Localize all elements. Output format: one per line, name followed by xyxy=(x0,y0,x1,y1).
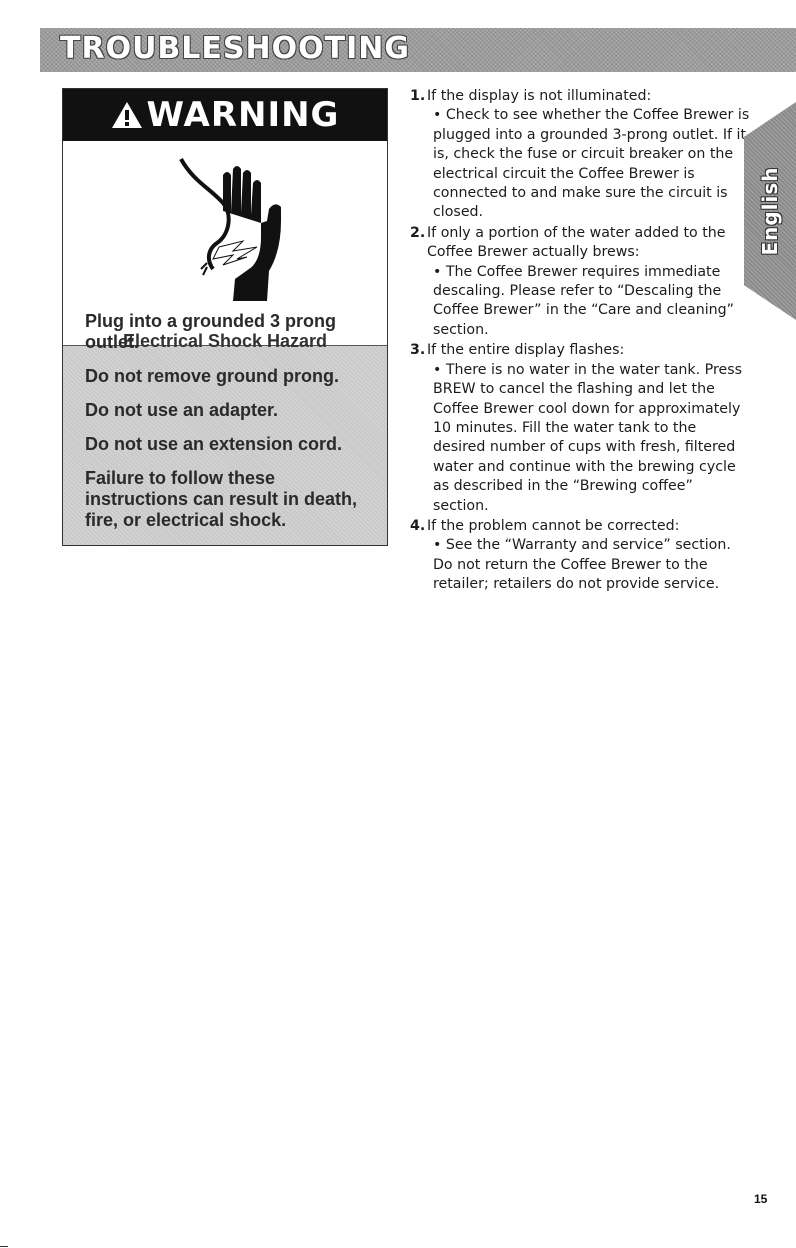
hazard-heading: Electrical Shock Hazard xyxy=(122,331,328,351)
language-tab-label: English xyxy=(758,166,782,256)
step-number: 3. xyxy=(410,342,426,359)
warning-line: Plug into a grounded 3 prong outlet. xyxy=(85,311,336,352)
troubleshooting-step xyxy=(410,517,750,595)
warning-line: Failure to follow these instructions can result in death, fire, or electrical shock. xyxy=(85,468,358,530)
warning-line: Do not use an adapter. xyxy=(85,400,279,420)
step-heading: If only a portion of the water added to the Coffee Brewer actually brews: xyxy=(427,224,726,261)
warning-header xyxy=(63,89,387,141)
troubleshooting-steps xyxy=(410,87,750,596)
step-body: • See the “Warranty and service” section. Do not return the Coffee Brewer to the retailer; retailers do not provide service. xyxy=(433,537,731,593)
step-heading: If the problem cannot be corrected: xyxy=(427,517,680,534)
step-number: 2. xyxy=(410,224,426,241)
step-body: • Check to see whether the Coffee Brewer is plugged into a grounded 3-prong outlet. If it is, check the fuse or circuit breaker on the electrical circuit the Coffee Brewer is connected to and make sure the circuit is closed. xyxy=(433,107,750,221)
step-number: 1. xyxy=(410,88,426,104)
warning-triangle-icon xyxy=(111,100,143,130)
electric-shock-hand-icon xyxy=(163,151,303,311)
step-heading: If the entire display flashes: xyxy=(427,342,625,359)
warning-line: Do not remove ground prong. xyxy=(85,366,339,386)
troubleshooting-step xyxy=(410,224,750,340)
step-body: • There is no water in the water tank. Press BREW to cancel the flashing and let the Coffee Brewer cool down for approximately 10 minutes. Fill the water tank to the desired number of cups with fresh, filtered water and continue with the brewing cycle as described in the “Brewing coffee” section. xyxy=(433,361,742,514)
step-heading: If the display is not illuminated: xyxy=(427,88,652,104)
troubleshooting-step xyxy=(410,87,750,223)
step-number: 4. xyxy=(410,517,426,534)
step-body: • The Coffee Brewer requires immediate descaling. Please refer to “Descaling the Coffee Brewer” in the “Care and cleaning” section. xyxy=(433,263,735,338)
page-number: 15 xyxy=(754,1192,768,1206)
warning-line: Do not use an extension cord. xyxy=(85,434,343,454)
warning-title: WARNING xyxy=(146,95,340,135)
warning-instructions xyxy=(85,311,375,544)
crop-mark xyxy=(0,1246,8,1247)
warning-box xyxy=(62,88,388,546)
page-title: TROUBLESHOOTING xyxy=(60,31,410,66)
troubleshooting-step xyxy=(410,341,750,516)
